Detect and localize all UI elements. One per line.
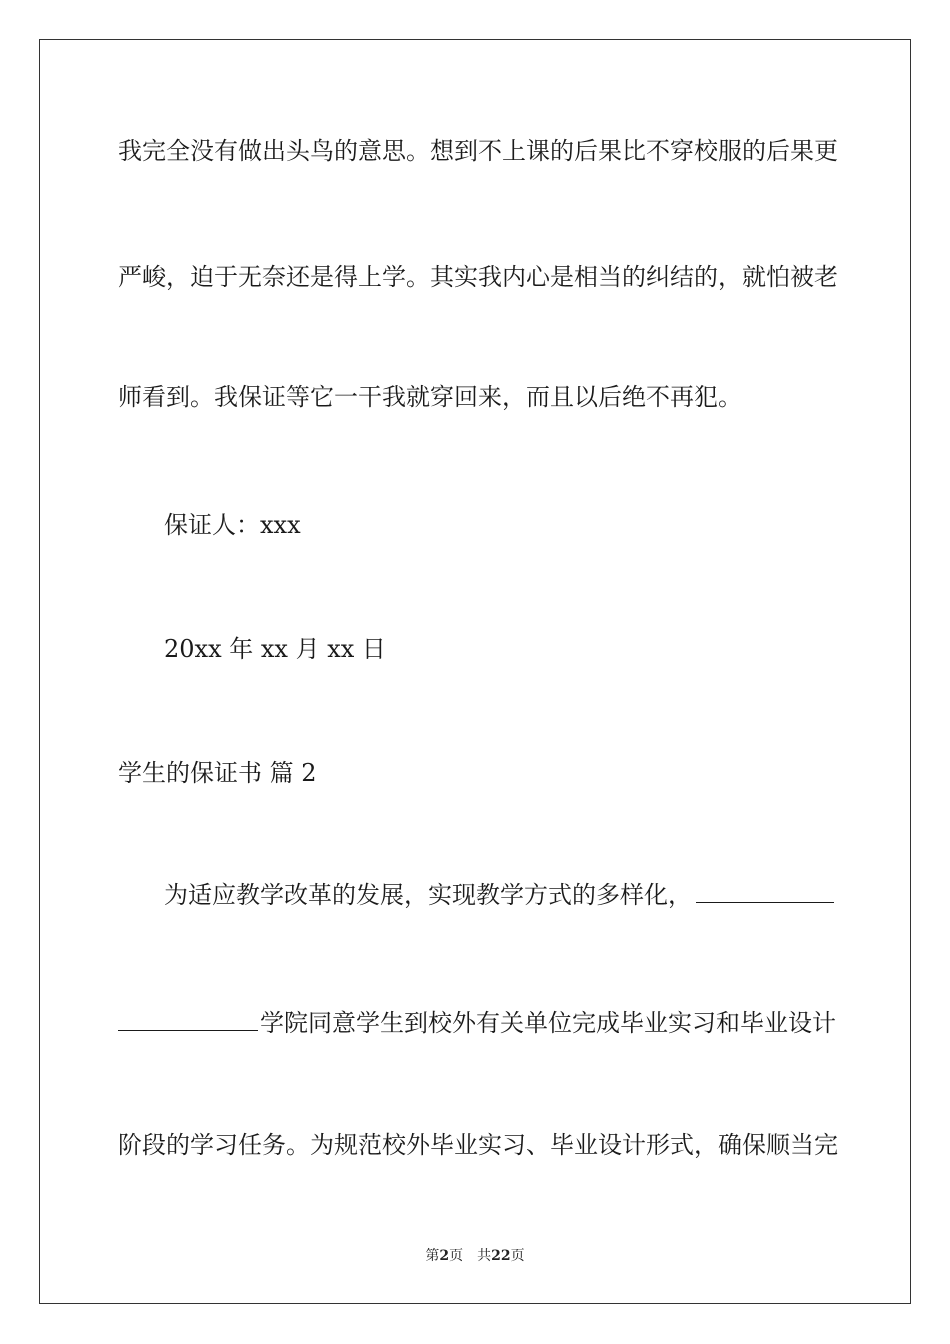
footer-page-number: 2 [439, 1248, 450, 1264]
body-line-1: 我完全没有做出头鸟的意思。想到不上课的后果比不穿校服的后果更 [118, 137, 838, 165]
guarantor-signature: 保证人：xxx [164, 511, 301, 539]
body-line-3: 师看到。我保证等它一干我就穿回来，而且以后绝不再犯。 [118, 383, 742, 411]
footer-page-prefix: 第 [425, 1248, 440, 1264]
paragraph-2-line-2-text: 学院同意学生到校外有关单位完成毕业实习和毕业设计 [260, 1009, 836, 1037]
fill-in-blank-2 [118, 1010, 258, 1031]
paragraph-2-line-1-text: 为适应教学改革的发展，实现教学方式的多样化， [164, 881, 692, 909]
footer-total-suffix: 页 [510, 1248, 525, 1264]
paragraph-2-line-1 [164, 880, 834, 910]
footer-page-suffix: 页 [449, 1248, 464, 1264]
signature-date: 20xx 年 xx 月 xx 日 [164, 635, 386, 663]
fill-in-blank-1 [696, 882, 834, 903]
body-line-2: 严峻，迫于无奈还是得上学。其实我内心是相当的纠结的，就怕被老 [118, 263, 838, 291]
paragraph-2-line-2 [118, 1008, 836, 1038]
footer-total-prefix: 共 [477, 1248, 492, 1264]
section-title: 学生的保证书 篇 2 [118, 759, 317, 787]
page-border [39, 39, 911, 1304]
page-footer [0, 1247, 950, 1265]
paragraph-2-line-3: 阶段的学习任务。为规范校外毕业实习、毕业设计形式，确保顺当完 [118, 1131, 838, 1159]
footer-total-pages: 22 [491, 1248, 511, 1264]
